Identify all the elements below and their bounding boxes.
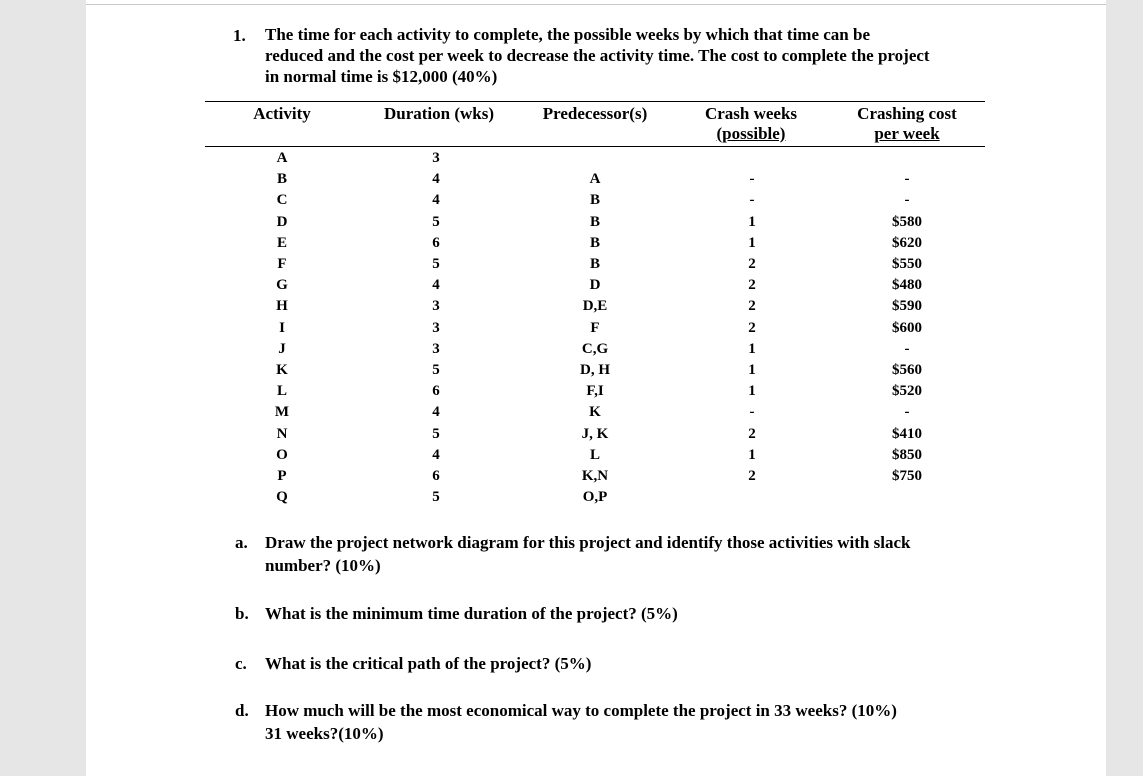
cell-predecessors: F: [590, 319, 600, 336]
cell-crash-weeks: 1: [748, 446, 756, 463]
cell-duration: 4: [432, 171, 440, 188]
cell-predecessors: D: [589, 277, 601, 294]
cell-predecessors: K: [589, 404, 601, 421]
cell-crash-cost: $600: [892, 319, 922, 336]
subquestion-c-label: c.: [235, 654, 247, 673]
question-line-3: in normal time is $12,000 (40%): [265, 67, 498, 86]
subquestion-a-line-1: Draw the project network diagram for this project and identify those activities with slack: [265, 533, 911, 552]
cell-duration: 4: [432, 404, 440, 421]
cell-activity: K: [276, 362, 288, 378]
cell-crash-cost: $620: [892, 234, 922, 251]
cell-activity: E: [276, 234, 287, 251]
cell-activity: M: [274, 404, 290, 421]
cell-activity: J: [278, 340, 286, 357]
cell-crash-weeks: -: [749, 171, 755, 188]
subquestion-a-line-2: number? (10%): [265, 556, 381, 575]
cell-crash-cost: $750: [892, 468, 922, 484]
cell-crash-cost: $550: [892, 256, 922, 272]
cell-duration: 3: [432, 340, 440, 357]
subquestion-d-text: [265, 699, 1005, 745]
subquestion-a-label: a.: [235, 533, 248, 552]
cell-activity: D: [276, 213, 288, 230]
cell-activity: A: [276, 150, 288, 166]
cell-predecessors: D, H: [580, 362, 610, 378]
question-line-2: reduced and the cost per week to decrease the activity time. The cost to complete the project: [265, 46, 930, 65]
cell-activity: B: [276, 171, 287, 188]
cell-duration: 3: [432, 298, 440, 315]
cell-predecessors: C,G: [581, 340, 609, 357]
cell-duration: 4: [432, 277, 440, 294]
cell-crash-weeks: -: [749, 404, 755, 421]
cell-crash-cost: -: [904, 192, 910, 209]
header-crash-weeks: [695, 104, 807, 144]
header-crash-cost-line-1: Crashing cost: [857, 104, 957, 123]
subquestion-b-text: What is the minimum time duration of the project? (5%): [265, 604, 678, 623]
cell-activity: P: [277, 468, 287, 484]
cell-activity: G: [276, 277, 288, 294]
cell-crash-cost: -: [904, 171, 910, 188]
cell-predecessors: K,N: [581, 468, 609, 484]
cell-crash-cost: $520: [892, 383, 922, 400]
cell-activity: I: [279, 319, 285, 336]
cell-predecessors: B: [589, 192, 600, 209]
cell-duration: 5: [432, 213, 440, 230]
cell-crash-cost: $850: [892, 446, 922, 463]
header-duration: Duration (wks): [383, 104, 495, 123]
cell-predecessors: L: [589, 446, 600, 463]
cell-duration: 6: [432, 234, 440, 251]
cell-crash-weeks: 2: [748, 277, 756, 294]
cell-activity: N: [276, 425, 288, 442]
header-crash-cost-line-2: per week: [874, 124, 940, 143]
cell-duration: 5: [432, 256, 440, 272]
subquestion-d-line-1: How much will be the most economical way to complete the project in 33 weeks? (10%): [265, 701, 897, 720]
question-line-1: The time for each activity to complete, the possible weeks by which that time can be: [265, 25, 870, 44]
cell-crash-weeks: -: [749, 192, 755, 209]
cell-crash-weeks: 1: [748, 340, 756, 357]
cell-predecessors: A: [589, 171, 601, 188]
cell-crash-cost: $580: [892, 213, 922, 230]
cell-duration: 4: [432, 446, 440, 463]
cell-duration: 5: [432, 362, 440, 378]
cell-crash-weeks: 1: [748, 383, 756, 400]
page-top-rule: [86, 4, 1106, 5]
cell-activity: C: [276, 192, 288, 209]
table-header-rule: [205, 146, 985, 147]
cell-crash-weeks: 2: [748, 468, 756, 484]
cell-crash-cost: $590: [892, 298, 922, 315]
header-activity: Activity: [253, 104, 311, 123]
cell-crash-cost: $480: [892, 277, 922, 294]
cell-duration: 6: [432, 468, 440, 484]
cell-crash-weeks: 1: [748, 362, 756, 378]
header-crash-cost: [847, 104, 967, 144]
subquestion-d-label: d.: [235, 701, 249, 720]
cell-predecessors: O,P: [582, 489, 608, 506]
subquestion-b-label: b.: [235, 604, 249, 623]
subquestion-c-text: What is the critical path of the project? (5%): [265, 654, 592, 673]
cell-crash-weeks: 2: [748, 425, 756, 442]
subquestion-a-text: [265, 531, 1005, 577]
cell-crash-weeks: 2: [748, 319, 756, 336]
cell-crash-cost: $410: [892, 425, 922, 442]
cell-duration: 3: [432, 150, 440, 166]
header-predecessors: Predecessor(s): [542, 104, 648, 123]
cell-predecessors: F,I: [586, 383, 604, 400]
cell-predecessors: B: [589, 234, 600, 251]
cell-activity: L: [276, 383, 287, 400]
question-text: [265, 24, 995, 87]
cell-crash-cost: -: [904, 404, 910, 421]
table-top-rule: [205, 101, 985, 102]
header-crash-weeks-line-1: Crash weeks: [704, 104, 798, 123]
subquestion-d-line-2: 31 weeks?(10%): [265, 724, 384, 743]
cell-activity: Q: [276, 489, 288, 506]
cell-activity: O: [276, 446, 288, 463]
cell-duration: 6: [432, 383, 440, 400]
cell-crash-weeks: 1: [748, 213, 756, 230]
cell-activity: F: [277, 256, 287, 272]
cell-crash-cost: -: [904, 340, 910, 357]
question-number: 1.: [233, 26, 246, 45]
header-crash-weeks-line-2: (possible): [716, 124, 786, 143]
cell-predecessors: B: [589, 213, 600, 230]
cell-predecessors: D,E: [582, 298, 608, 315]
cell-predecessors: B: [589, 256, 600, 272]
cell-crash-weeks: 1: [748, 234, 756, 251]
cell-duration: 5: [432, 489, 440, 506]
cell-crash-cost: $560: [892, 362, 922, 378]
cell-duration: 5: [432, 425, 440, 442]
cell-predecessors: J, K: [581, 425, 609, 442]
cell-crash-weeks: 2: [748, 298, 756, 315]
cell-activity: H: [276, 298, 288, 315]
cell-duration: 4: [432, 192, 440, 209]
cell-duration: 3: [432, 319, 440, 336]
cell-crash-weeks: 2: [748, 256, 756, 272]
